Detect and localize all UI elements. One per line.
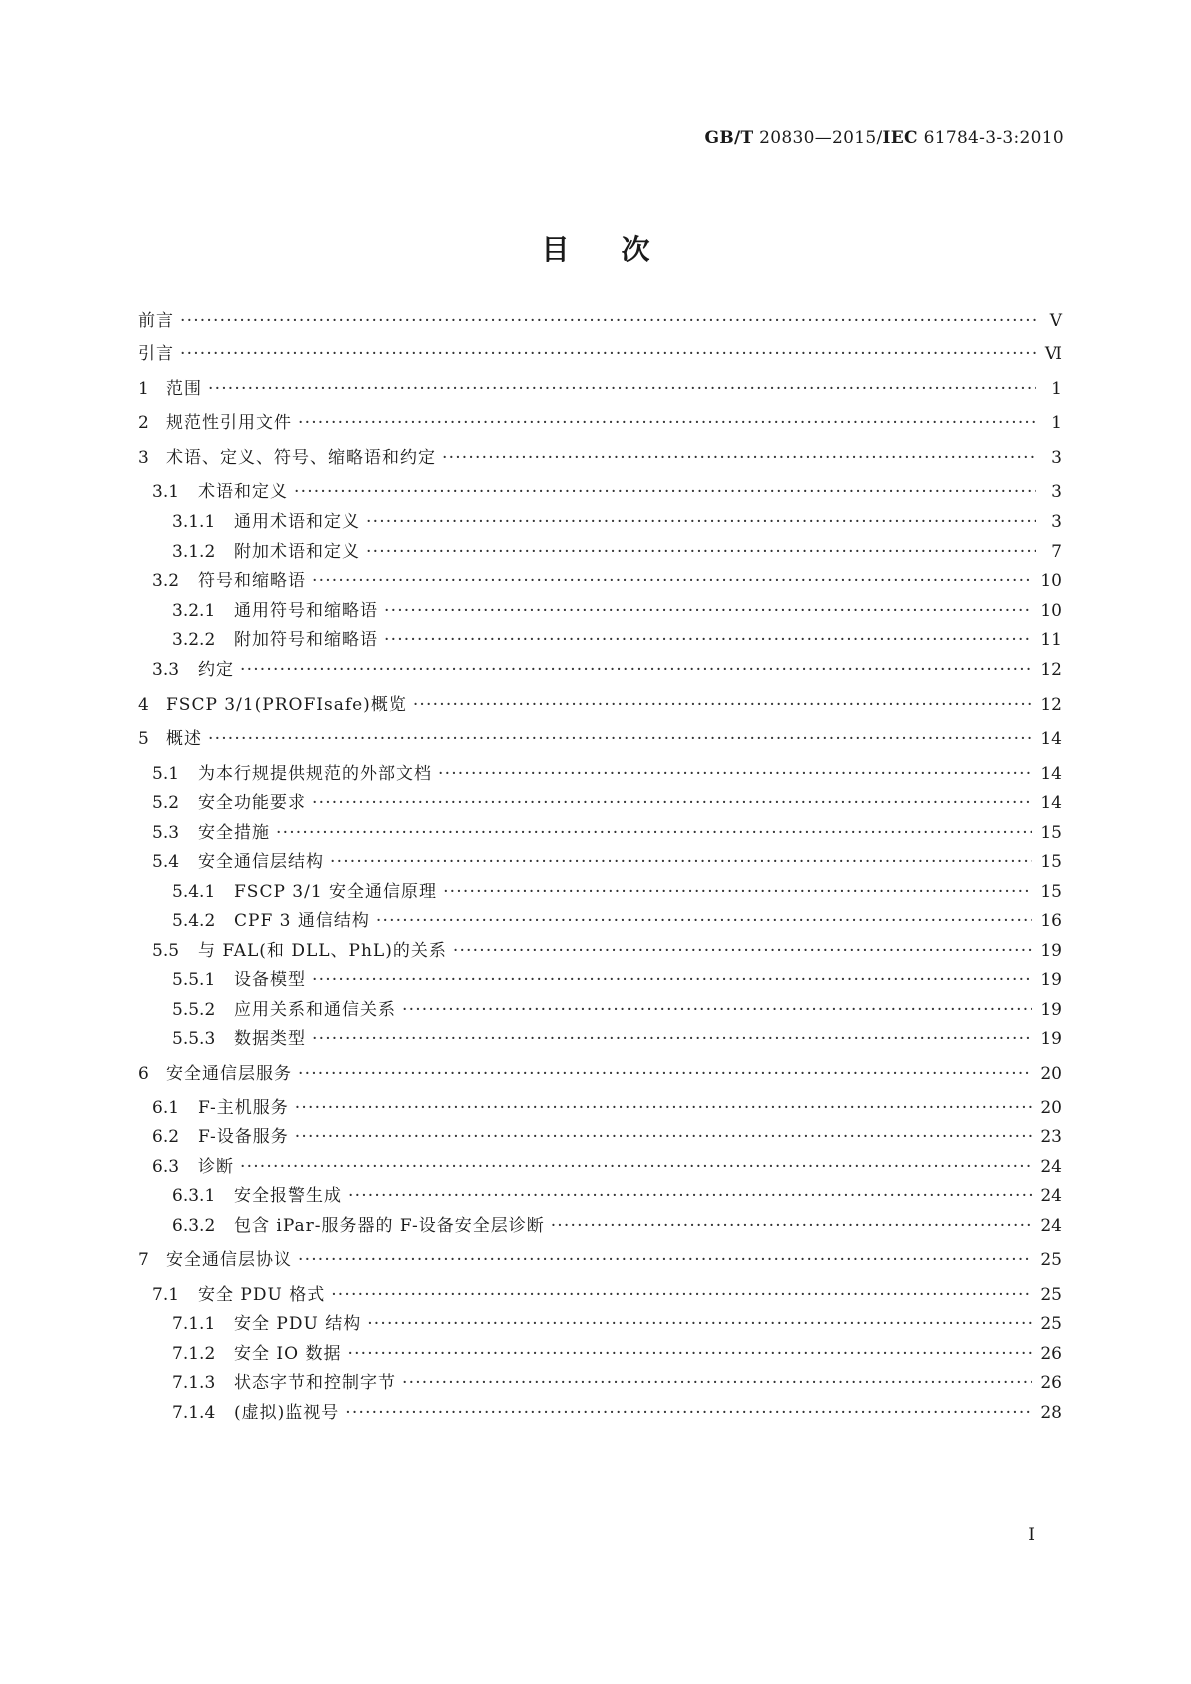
toc-entry[interactable] xyxy=(138,541,1062,563)
toc-leader-dots xyxy=(312,969,1032,991)
toc-leader-dots xyxy=(312,792,1032,814)
toc-entry-label: 安全 PDU 结构 xyxy=(234,1314,362,1334)
toc-entry[interactable] xyxy=(138,600,1062,622)
toc-leader-dots xyxy=(276,822,1032,844)
toc-entry[interactable] xyxy=(138,447,1062,469)
toc-entry-page: 14 xyxy=(1040,729,1062,749)
toc-entry[interactable] xyxy=(138,792,1062,814)
iec-code-bold: IEC xyxy=(882,128,918,148)
toc-entry-label: 包含 iPar-服务器的 F-设备安全层诊断 xyxy=(234,1216,545,1236)
toc-entry-page: 15 xyxy=(1040,882,1062,902)
toc-entry-label: 概述 xyxy=(166,729,202,749)
toc-entry-page: 19 xyxy=(1040,941,1062,961)
toc-entry-page: 15 xyxy=(1040,852,1062,872)
toc-entry-label: 安全功能要求 xyxy=(198,793,306,813)
standard-code-header xyxy=(0,128,1064,148)
toc-entry-label: FSCP 3/1 安全通信原理 xyxy=(234,882,438,902)
toc-entry-number: 6.3.1 xyxy=(172,1186,216,1206)
toc-entry-page: 19 xyxy=(1040,1000,1062,1020)
toc-entry-number: 3.1 xyxy=(152,482,180,502)
toc-entry-page: 26 xyxy=(1040,1373,1062,1393)
toc-entry-label: 为本行规提供规范的外部文档 xyxy=(198,764,432,784)
toc-entry-page: 15 xyxy=(1040,823,1062,843)
toc-entry-label: 与 FAL(和 DLL、PhL)的关系 xyxy=(198,941,447,961)
toc-entry-number: 5.2 xyxy=(152,793,180,813)
toc-entry-label: 符号和缩略语 xyxy=(198,571,306,591)
toc-entry-page: 10 xyxy=(1040,571,1062,591)
toc-entry-number: 3.2.1 xyxy=(172,601,216,621)
toc-entry[interactable] xyxy=(138,1063,1062,1085)
toc-entry-number: 5.5 xyxy=(152,941,180,961)
toc-entry-label: 安全措施 xyxy=(198,823,270,843)
toc-entry-page: 25 xyxy=(1040,1314,1062,1334)
toc-entry-label: 应用关系和通信关系 xyxy=(234,1000,396,1020)
toc-entry[interactable] xyxy=(138,910,1062,932)
toc-entry-page: 19 xyxy=(1040,970,1062,990)
toc-entry[interactable] xyxy=(138,694,1062,716)
toc-entry-number: 7.1.1 xyxy=(172,1314,216,1334)
toc-entry-label: FSCP 3/1(PROFIsafe)概览 xyxy=(166,695,407,715)
toc-entry-number: 5.4.1 xyxy=(172,882,216,902)
toc-leader-dots xyxy=(298,1063,1032,1085)
toc-leader-dots xyxy=(298,412,1036,434)
toc-leader-dots xyxy=(312,1028,1032,1050)
toc-leader-dots xyxy=(384,600,1032,622)
toc-entry-number: 3.2 xyxy=(152,571,180,591)
toc-entry-label: 约定 xyxy=(198,660,234,680)
toc-entry-label: 安全 IO 数据 xyxy=(234,1344,342,1364)
toc-entry-page: 14 xyxy=(1040,793,1062,813)
toc-leader-dots xyxy=(453,940,1033,962)
toc-entry[interactable] xyxy=(138,659,1062,681)
toc-entry[interactable] xyxy=(138,851,1062,873)
toc-entry-label: 引言 xyxy=(138,344,174,364)
toc-entry-page: 7 xyxy=(1051,542,1062,562)
toc-entry-page: 26 xyxy=(1040,1344,1062,1364)
toc-entry[interactable] xyxy=(138,310,1062,332)
toc-entry[interactable] xyxy=(138,1249,1062,1271)
toc-entry-number: 5.3 xyxy=(152,823,180,843)
toc-leader-dots xyxy=(240,1156,1032,1178)
toc-entry-number: 7.1 xyxy=(152,1285,180,1305)
toc-entry-page: 10 xyxy=(1040,601,1062,621)
page-number: Ⅰ xyxy=(1028,1525,1035,1545)
toc-entry-number: 6.2 xyxy=(152,1127,180,1147)
standard-code-number: 20830—2015/ xyxy=(753,128,883,148)
toc-entry-number: 6.3.2 xyxy=(172,1216,216,1236)
toc-entry[interactable] xyxy=(138,1372,1062,1394)
toc-entry[interactable] xyxy=(138,1097,1062,1119)
toc-entry-label: 术语、定义、符号、缩略语和约定 xyxy=(166,448,436,468)
toc-entry[interactable] xyxy=(138,481,1062,503)
toc-entry-page: 23 xyxy=(1040,1127,1062,1147)
toc-entry-number: 3 xyxy=(138,448,149,468)
toc-entry[interactable] xyxy=(138,763,1062,785)
toc-leader-dots xyxy=(551,1215,1033,1237)
toc-entry-page: 16 xyxy=(1040,911,1062,931)
toc-leader-dots xyxy=(438,763,1032,785)
toc-entry[interactable] xyxy=(138,511,1062,533)
toc-entry-label: 安全通信层协议 xyxy=(166,1250,292,1270)
toc-entry-label: F-主机服务 xyxy=(198,1098,289,1118)
toc-entry-page: 24 xyxy=(1040,1186,1062,1206)
toc-leader-dots xyxy=(240,659,1032,681)
toc-leader-dots xyxy=(443,881,1032,903)
toc-entry-number: 6.3 xyxy=(152,1157,180,1177)
toc-entry[interactable] xyxy=(138,412,1062,434)
toc-entry[interactable] xyxy=(138,343,1062,365)
toc-leader-dots xyxy=(295,1126,1033,1148)
toc-entry-number: 7 xyxy=(138,1250,149,1270)
toc-entry-number: 4 xyxy=(138,695,149,715)
toc-entry-page: 11 xyxy=(1040,630,1062,650)
toc-entry[interactable] xyxy=(138,1185,1062,1207)
toc-entry[interactable] xyxy=(138,1028,1062,1050)
toc-entry-number: 5.1 xyxy=(152,764,180,784)
toc-entry-label: 状态字节和控制字节 xyxy=(234,1373,396,1393)
toc-entry-number: 3.2.2 xyxy=(172,630,216,650)
toc-entry-label: 通用术语和定义 xyxy=(234,512,360,532)
toc-entry[interactable] xyxy=(138,969,1062,991)
toc-entry[interactable] xyxy=(138,822,1062,844)
toc-leader-dots xyxy=(347,1343,1032,1365)
toc-leader-dots xyxy=(384,629,1032,651)
toc-entry-page: 1 xyxy=(1051,379,1062,399)
toc-leader-dots xyxy=(294,481,1036,503)
toc-leader-dots xyxy=(298,1249,1032,1271)
toc-entry-page: 25 xyxy=(1040,1285,1062,1305)
toc-entry[interactable] xyxy=(138,1313,1062,1335)
toc-entry-page: 25 xyxy=(1040,1250,1062,1270)
toc-entry-label: CPF 3 通信结构 xyxy=(234,911,370,931)
toc-leader-dots xyxy=(330,851,1032,873)
toc-leader-dots xyxy=(312,570,1032,592)
toc-entry-label: 设备模型 xyxy=(234,970,306,990)
toc-entry-number: 5 xyxy=(138,729,149,749)
toc-entry-label: 术语和定义 xyxy=(198,482,288,502)
toc-leader-dots xyxy=(331,1284,1032,1306)
toc-entry-page: Ⅴ xyxy=(1049,311,1062,331)
toc-entry-number: 5.5.3 xyxy=(172,1029,216,1049)
toc-leader-dots xyxy=(295,1097,1033,1119)
toc-entry-label: 通用符号和缩略语 xyxy=(234,601,378,621)
toc-entry-page: 3 xyxy=(1051,448,1062,468)
toc-entry-page: 1 xyxy=(1051,413,1062,433)
toc-entry-number: 5.5.1 xyxy=(172,970,216,990)
toc-entry-page: 12 xyxy=(1040,660,1062,680)
toc-leader-dots xyxy=(402,1372,1032,1394)
toc-entry-page: 3 xyxy=(1051,512,1062,532)
toc-entry-label: 附加符号和缩略语 xyxy=(234,630,378,650)
toc-entry[interactable] xyxy=(138,940,1062,962)
toc-entry[interactable] xyxy=(138,1343,1062,1365)
toc-leader-dots xyxy=(366,511,1036,533)
toc-entry-label: 安全通信层结构 xyxy=(198,852,324,872)
toc-entry-page: 24 xyxy=(1040,1157,1062,1177)
toc-entry-page: 14 xyxy=(1040,764,1062,784)
toc-entry-label: 安全 PDU 格式 xyxy=(198,1285,326,1305)
toc-entry[interactable] xyxy=(138,629,1062,651)
toc-entry-page: 24 xyxy=(1040,1216,1062,1236)
toc-entry-number: 7.1.3 xyxy=(172,1373,216,1393)
toc-entry-label: 安全报警生成 xyxy=(234,1186,342,1206)
toc-leader-dots xyxy=(367,1313,1032,1335)
toc-entry-number: 2 xyxy=(138,413,149,433)
standard-code-bold: GB/T xyxy=(704,128,754,148)
toc-entry-number: 5.4 xyxy=(152,852,180,872)
toc-entry[interactable] xyxy=(138,1156,1062,1178)
toc-entry-page: 19 xyxy=(1040,1029,1062,1049)
toc-entry-number: 7.1.2 xyxy=(172,1344,216,1364)
toc-leader-dots xyxy=(413,694,1033,716)
toc-leader-dots xyxy=(208,728,1032,750)
toc-entry-label: 规范性引用文件 xyxy=(166,413,292,433)
toc-leader-dots xyxy=(180,310,1036,332)
toc-entry[interactable] xyxy=(138,1126,1062,1148)
toc-leader-dots xyxy=(366,541,1036,563)
toc-entry[interactable] xyxy=(138,378,1062,400)
toc-entry-label: 附加术语和定义 xyxy=(234,542,360,562)
toc-entry-number: 5.5.2 xyxy=(172,1000,216,1020)
page-title: 目次 xyxy=(541,233,702,266)
toc-leader-dots xyxy=(402,999,1032,1021)
toc-entry-label: (虚拟)监视号 xyxy=(234,1403,340,1423)
toc-entry-page: 12 xyxy=(1040,695,1062,715)
toc-entry[interactable] xyxy=(138,1402,1062,1424)
toc-leader-dots xyxy=(345,1402,1032,1424)
toc-entry-number: 5.4.2 xyxy=(172,911,216,931)
toc-leader-dots xyxy=(180,343,1036,365)
toc-entry[interactable] xyxy=(138,728,1062,750)
toc-entry[interactable] xyxy=(138,1215,1062,1237)
toc-entry-page: 3 xyxy=(1051,482,1062,502)
toc-entry[interactable] xyxy=(138,881,1062,903)
toc-entry-label: 安全通信层服务 xyxy=(166,1064,292,1084)
toc-entry-label: 数据类型 xyxy=(234,1029,306,1049)
toc-entry-number: 3.1.2 xyxy=(172,542,216,562)
toc-entry-number: 3.1.1 xyxy=(172,512,216,532)
toc-entry[interactable] xyxy=(138,570,1062,592)
toc-leader-dots xyxy=(442,447,1036,469)
toc-leader-dots xyxy=(376,910,1032,932)
toc-entry-label: F-设备服务 xyxy=(198,1127,289,1147)
toc-leader-dots xyxy=(348,1185,1032,1207)
iec-code-number: 61784-3-3:2010 xyxy=(917,128,1064,148)
toc-leader-dots xyxy=(208,378,1036,400)
toc-entry-number: 1 xyxy=(138,379,149,399)
toc-entry-page: 20 xyxy=(1040,1064,1062,1084)
toc-entry[interactable] xyxy=(138,999,1062,1021)
toc-entry-number: 7.1.4 xyxy=(172,1403,216,1423)
toc-entry-label: 范围 xyxy=(166,379,202,399)
toc-entry[interactable] xyxy=(138,1284,1062,1306)
toc-entry-number: 3.3 xyxy=(152,660,180,680)
toc-entry-page: 20 xyxy=(1040,1098,1062,1118)
toc-entry-number: 6.1 xyxy=(152,1098,180,1118)
toc-entry-page: Ⅵ xyxy=(1044,344,1062,364)
toc-entry-page: 28 xyxy=(1040,1403,1062,1423)
toc-entry-number: 6 xyxy=(138,1064,149,1084)
toc-entry-label: 前言 xyxy=(138,311,174,331)
toc-entry-label: 诊断 xyxy=(198,1157,234,1177)
